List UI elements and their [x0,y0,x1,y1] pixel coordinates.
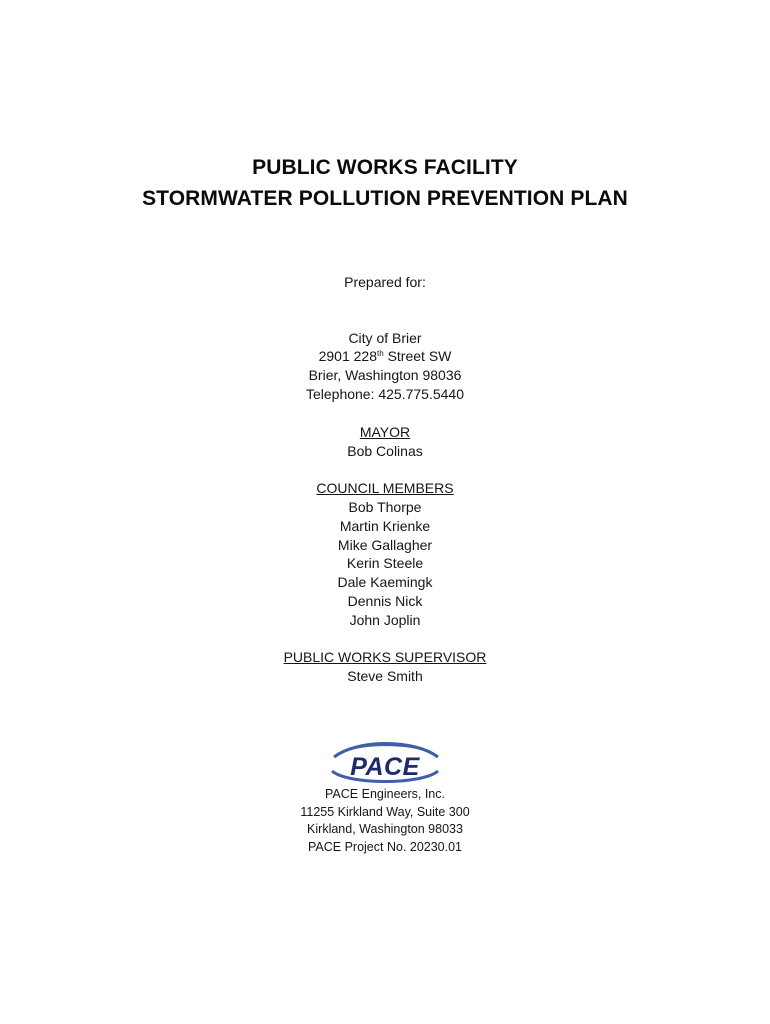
council-member: John Joplin [349,612,421,628]
client-street-rest: Street SW [383,348,452,364]
supervisor-heading: PUBLIC WORKS SUPERVISOR [283,649,487,665]
mayor-name: Bob Colinas [347,443,423,459]
mayor-heading: MAYOR [359,424,411,440]
client-street-number: 2901 228 [318,348,378,364]
title-line-1: PUBLIC WORKS FACILITY [252,156,518,179]
consultant-address: 11255 Kirkland Way, Suite 300 [300,805,470,819]
council-member: Martin Krienke [339,518,431,534]
logo-text: PACE [350,753,420,781]
title-line-2: STORMWATER POLLUTION PREVENTION PLAN [142,187,628,210]
consultant-name: PACE Engineers, Inc. [325,787,445,801]
client-telephone: Telephone: 425.775.5440 [305,386,465,402]
client-name: City of Brier [348,330,422,346]
consultant-city: Kirkland, Washington 98033 [307,822,463,836]
council-member: Dennis Nick [347,593,423,609]
supervisor-name: Steve Smith [347,668,423,684]
council-member: Bob Thorpe [348,499,422,515]
prepared-for-label: Prepared for: [344,274,426,290]
client-street-suffix: th [377,349,384,358]
consultant-project: PACE Project No. 20230.01 [307,840,463,854]
client-street [0,348,770,364]
council-heading: COUNCIL MEMBERS [316,480,454,496]
pace-logo [328,741,442,787]
council-member: Dale Kaemingk [337,574,433,590]
council-member: Mike Gallagher [337,537,433,553]
council-member: Kerin Steele [346,555,424,571]
client-city: Brier, Washington 98036 [308,367,462,383]
